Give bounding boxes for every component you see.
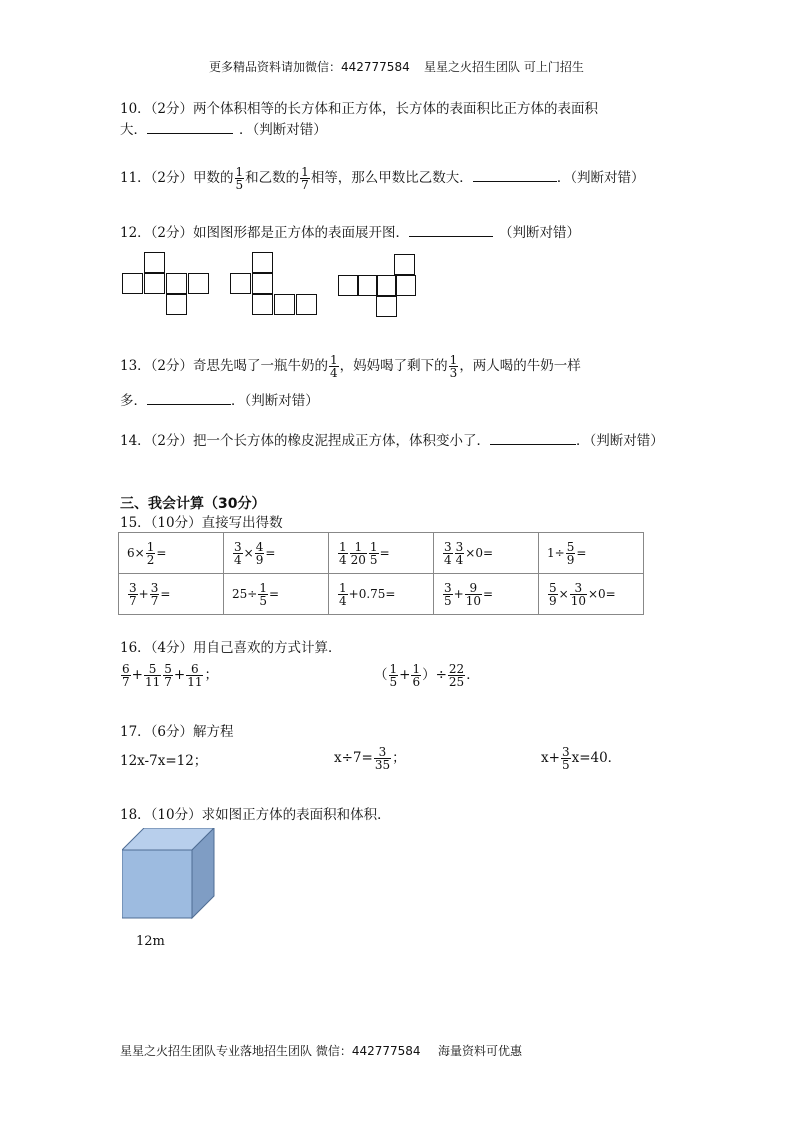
q13-line1: 13．（2分）奇思先喝了一瓶牛奶的 $\frac{1}{4}$ ，妈妈喝了剩下的 $\frac{1}{3}$ ，两人喝的牛奶一样	[120, 353, 581, 380]
calc-cell: $\frac{1}{4}$ +0.75=	[329, 574, 434, 615]
calc-cell: $\frac{1}{4}$ $\frac{1}{20}$ $\frac{1}{5}$ =	[329, 533, 434, 574]
q10-line2: 大． ．（判断对错）	[120, 119, 327, 139]
q10-line1: 10．（2分）两个体积相等的长方体和正方体，长方体的表面积比正方体的表面积	[120, 101, 599, 117]
calc-cell: $\frac{3}{4}$ $\frac{3}{4}$ ×0=	[434, 533, 539, 574]
q17-eq2: x÷7= $\frac{3}{35}$ ；	[334, 745, 406, 772]
q11: 11．（2分）甲数的 $\frac{1}{5}$ 和乙数的 $\frac{1}{7}$ 相等，那么甲数比乙数大． ．（判断对错）	[120, 165, 645, 192]
answer-blank[interactable]	[473, 167, 557, 182]
q16-title: 16．（4分）用自己喜欢的方式计算．	[120, 640, 342, 656]
cube-figure	[122, 828, 216, 920]
header-left: 更多精品资料请加微信：442777584	[209, 60, 410, 74]
answer-blank[interactable]	[147, 119, 233, 134]
calc-cell: $\frac{3}{5}$ + $\frac{9}{10}$ =	[434, 574, 539, 615]
calc-cell: $\frac{3}{4}$ × $\frac{4}{9}$ =	[224, 533, 329, 574]
answer-blank[interactable]	[409, 222, 493, 237]
header-right: 星星之火招生团队 可上门招生	[424, 60, 584, 74]
cube-edge-label: 12m	[136, 934, 165, 949]
footer-right: 海量资料可优惠	[438, 1044, 523, 1058]
answer-blank[interactable]	[490, 430, 576, 445]
q15-title: 15．（10分）直接写出得数	[120, 515, 283, 531]
calc-cell: 1÷ $\frac{5}{9}$ =	[539, 533, 644, 574]
calc-cell: 25÷ $\frac{1}{5}$ =	[224, 574, 329, 615]
q17-title: 17．（6分）解方程	[120, 724, 234, 740]
calc-cell: $\frac{3}{7}$ + $\frac{3}{7}$ =	[119, 574, 224, 615]
q17-eq3: x+ $\frac{3}{5}$ x=40．	[541, 745, 622, 772]
calc-cell: $\frac{5}{9}$ × $\frac{3}{10}$ ×0=	[539, 574, 644, 615]
q17-eq1: 12x-7x=12；	[120, 753, 208, 769]
q12: 12．（2分）如图图形都是正方体的表面展开图． （判断对错）	[120, 222, 580, 242]
q13-line2: 多． ．（判断对错）	[120, 390, 319, 410]
q16-expr2: （ $\frac{1}{5}$ + $\frac{1}{6}$ ）÷ $\frac{22}{25}$ ．	[374, 662, 480, 689]
q14: 14．（2分）把一个长方体的橡皮泥捏成正方体，体积变小了． ．（判断对错）	[120, 430, 664, 450]
footer-left: 星星之火招生团队专业落地招生团队 微信：442777584	[120, 1044, 421, 1058]
q15-table	[118, 532, 644, 615]
answer-blank[interactable]	[147, 390, 231, 405]
cube-front-face	[122, 850, 192, 918]
calc-cell: 6× $\frac{1}{2}$ =	[119, 533, 224, 574]
q18-title: 18．（10分）求如图正方体的表面积和体积．	[120, 807, 391, 823]
section-title: 三、我会计算（30分）	[120, 496, 266, 512]
q16-expr1: $\frac{6}{7}$ + $\frac{5}{11}$ $\frac{5}{7}$ + $\frac{6}{11}$ ；	[122, 662, 218, 689]
